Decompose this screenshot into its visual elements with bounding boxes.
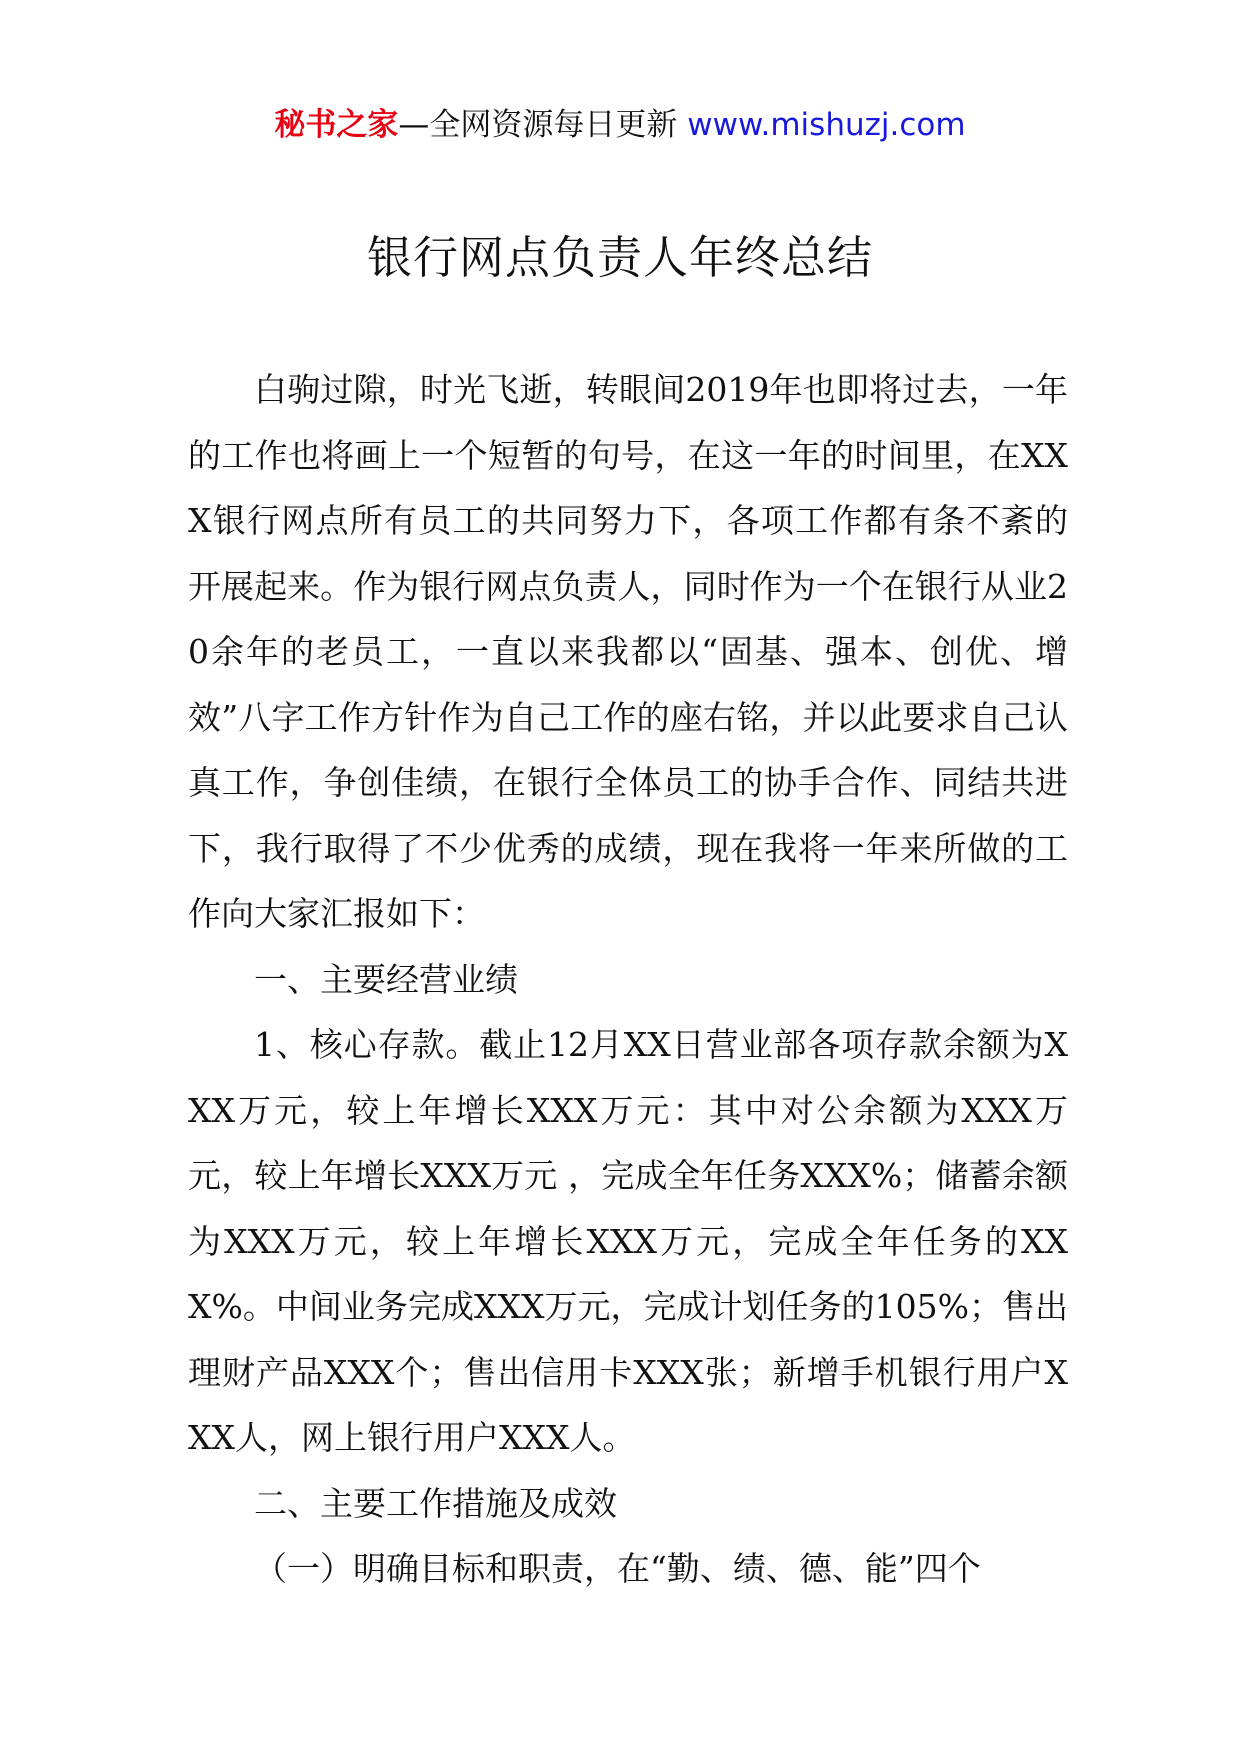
subsection-heading: （一）明确目标和职责，在“勤、绩、德、能”四个 [254,1549,981,1588]
document-body [188,357,1068,1602]
section-heading: 二、主要工作措施及成效 [254,1483,617,1523]
site-url[interactable]: www.mishuzj.com [687,107,966,143]
document-title: 银行网点负责人年终总结 [366,231,873,284]
site-slogan: —全网资源每日更新 [398,107,678,143]
brand-name: 秘书之家 [274,107,399,143]
site-header [0,100,1240,150]
section-heading: 一、主要经营业绩 [254,959,518,999]
body-paragraph: 1、核心存款。截止12月XX日营业部各项存款余额为XXX万元，较上年增长XXX万元：其中对公余额为XXX万元，较上年增长XXX万元 ，完成全年任务XXX%；储蓄余额为XXX万元，较上年增长XXX万元，完成全年任务的XXX%。中间业务完成XXX万元，完成计划任务的105%；售出理财产品XXX个；售出信用卡XXX张；新增手机银行用户XXX人，网上银行用户XXX人。 [188,1025,1068,1457]
intro-paragraph: 白驹过隙，时光飞逝，转眼间2019年也即将过去，一年的工作也将画上一个短暂的句号，在这一年的时间里，在XXX银行网点所有员工的共同努力下，各项工作都有条不紊的开展起来。作为银行网点负责人，同时作为一个在银行从业20余年的老员工，一直以来我都以“固基、强本、创优、增效”八字工作方针作为自己工作的座右铭，并以此要求自己认真工作，争创佳绩，在银行全体员工的协手合作、同结共进下，我行取得了不少优秀的成绩，现在我将一年来所做的工作向大家汇报如下： [188,370,1068,933]
